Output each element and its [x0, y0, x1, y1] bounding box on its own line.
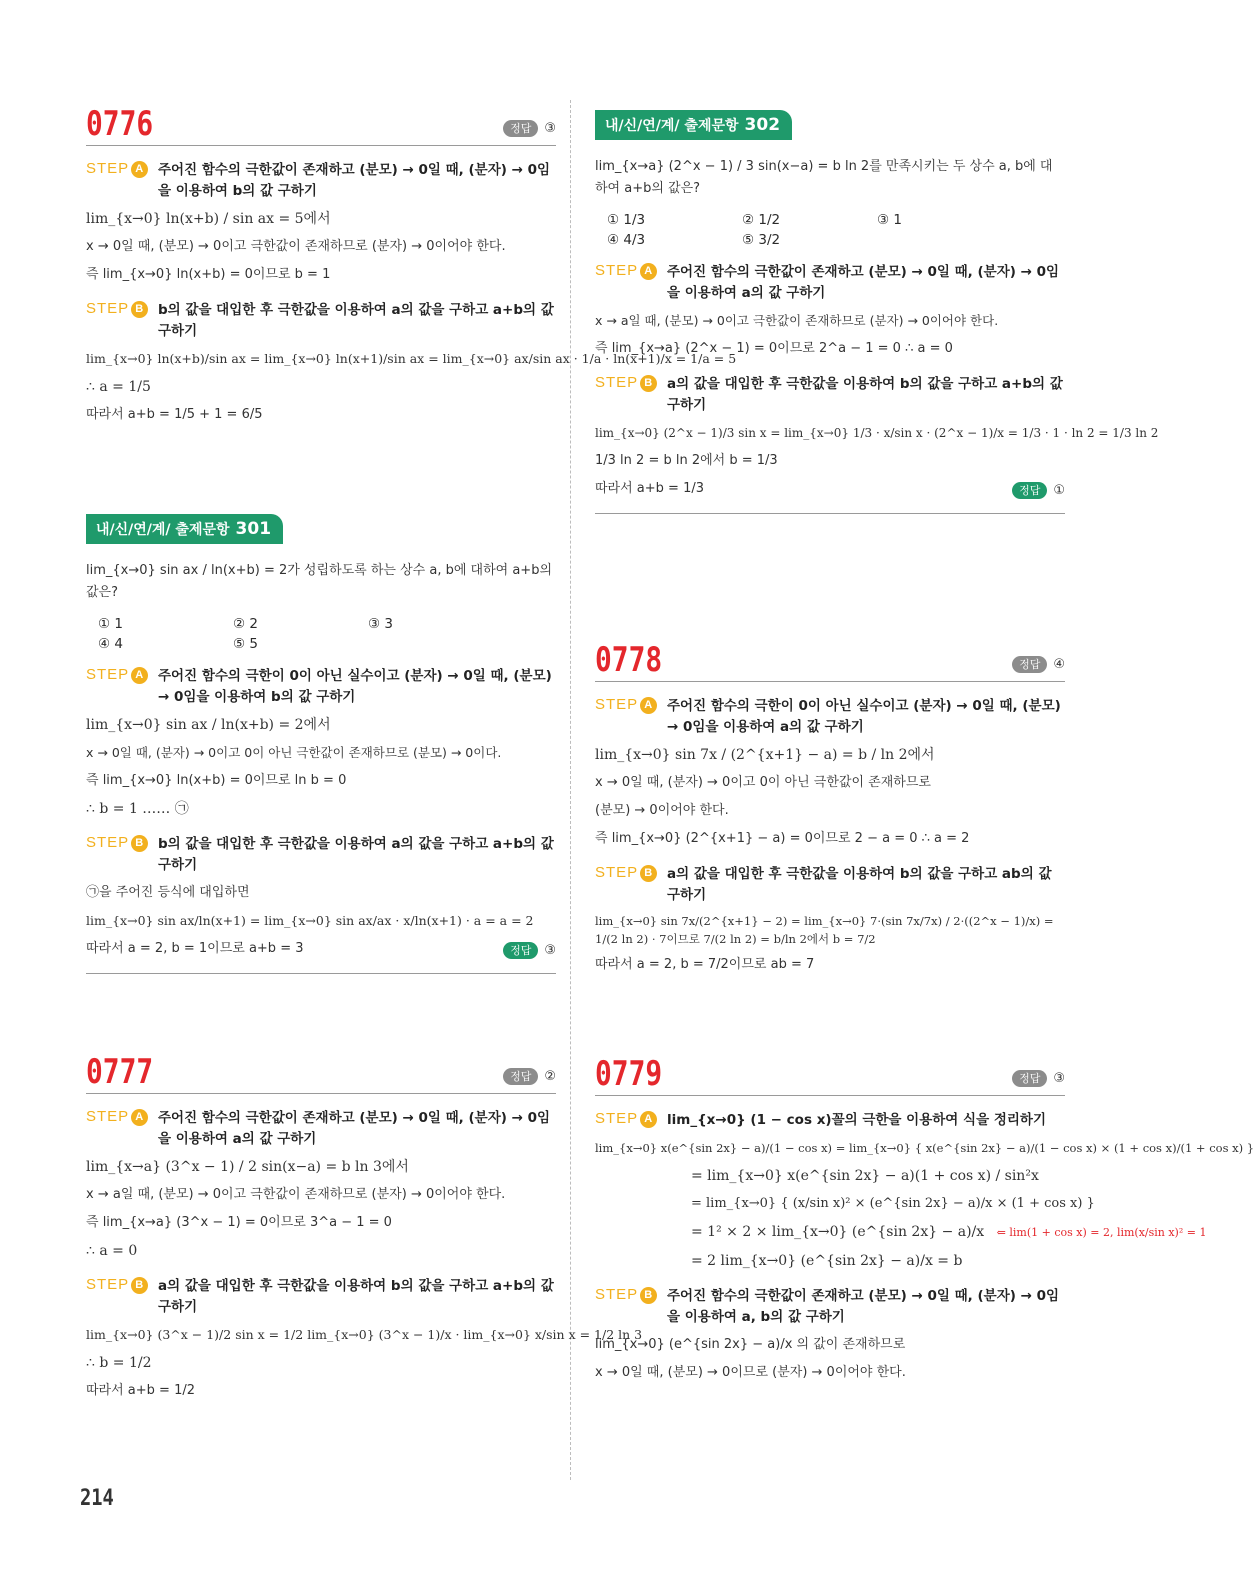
choice-2: ② 2 — [233, 616, 258, 632]
answer-value: ④ — [1053, 657, 1065, 672]
problem-0779 — [595, 1050, 1254, 1384]
solution-line: x → 0일 때, (분모) → 0이고 극한값이 존재하므로 (분자) → 0이어야 한다. — [86, 239, 506, 254]
step-b — [86, 300, 556, 342]
choice-1: ① 1 — [98, 616, 123, 632]
step-a — [86, 1108, 556, 1150]
solution-line: ∴ a = 0 — [86, 1243, 138, 1259]
step-a — [595, 696, 1065, 738]
solution-line: ㉠을 주어진 등식에 대입하면 — [86, 885, 250, 900]
answer-value: ① — [1053, 483, 1065, 498]
solution-line: (분모) → 0이어야 한다. — [595, 803, 729, 818]
step-badge-b: B — [640, 375, 657, 392]
choice-4: ④ 4 — [98, 636, 123, 652]
step-label: STEP B — [86, 834, 158, 876]
step-badge-a: A — [640, 697, 657, 714]
step-title: b의 값을 대입한 후 극한값을 이용하여 a의 값을 구하고 a+b의 값 구하기 — [158, 836, 554, 873]
solution-line: 즉 lim_{x→0} ln(x+b) = 0이므로 ln b = 0 — [86, 773, 347, 788]
step-badge-b: B — [131, 835, 148, 852]
solution-line: = 1² × 2 × lim_{x→0} (e^{sin 2x} − a)/x ⇐ lim(1 + cos x) = 2, lim(x/sin x)² = 1 — [691, 1224, 1207, 1240]
problem-header — [86, 100, 556, 146]
choice-3: ③ 1 — [877, 212, 902, 228]
solution-line: 따라서 a+b = 1/3 — [595, 481, 704, 496]
step-title: a의 값을 대입한 후 극한값을 이용하여 b의 값을 구하고 a+b의 값 구하기 — [158, 1278, 554, 1315]
answer-label: 정답 — [1012, 482, 1047, 499]
solution-line: 즉 lim_{x→0} (2^{x+1} − a) = 0이므로 2 − a = 0 ∴ a = 2 — [595, 831, 970, 846]
answer-label: 정답 — [1012, 1070, 1047, 1087]
column-divider — [570, 100, 571, 1480]
solution-line: lim_{x→a} (3^x − 1) / 2 sin(x−a) = b ln 3에서 — [86, 1159, 409, 1175]
problem-0778 — [595, 636, 1065, 976]
solution-line: lim_{x→0} (2^x − 1)/3 sin x = lim_{x→0} 1/3 · x/sin x · (2^x − 1)/x = 1/3 · 1 · ln 2 = 1/3 ln 2 — [595, 426, 1159, 440]
question-text: lim_{x→0} sin ax / ln(x+b) = 2가 성립하도록 하는 상수 a, b에 대하여 a+b의 값은? — [86, 563, 552, 600]
naesin-label: 내/신/연/계/ 출제문항 302 — [595, 110, 792, 140]
step-title: b의 값을 대입한 후 극한값을 이용하여 a의 값을 구하고 a+b의 값 구하기 — [158, 302, 554, 339]
hint-note: ⇐ lim(1 + cos x) = 2, lim(x/sin x)² = 1 — [996, 1226, 1207, 1239]
solution-line: 따라서 a = 2, b = 7/2이므로 ab = 7 — [595, 957, 815, 972]
solution-line: lim_{x→0} ln(x+b) / sin ax = 5에서 — [86, 211, 331, 227]
step-a — [595, 1110, 1065, 1131]
step-b — [595, 374, 1065, 416]
answer-tag — [1012, 1070, 1065, 1087]
answer-value: ③ — [1053, 1071, 1065, 1086]
solution-line: 따라서 a = 2, b = 1이므로 a+b = 3 — [86, 941, 304, 956]
step-badge-a: A — [131, 161, 148, 178]
step-label: STEP A — [595, 262, 667, 304]
choice-5: ⑤ 3/2 — [742, 232, 781, 248]
naesin-header — [86, 510, 556, 546]
solution-line: lim_{x→0} sin ax/ln(x+1) = lim_{x→0} sin ax/ax · x/ln(x+1) · a = a = 2 — [86, 913, 534, 928]
step-b — [86, 1276, 556, 1318]
solution-line: ∴ b = 1 …… ㉠ — [86, 801, 189, 817]
solution-line: lim_{x→0} x(e^{sin 2x} − a)/(1 − cos x) = lim_{x→0} { x(e^{sin 2x} − a)/(1 − cos x) × (1 + cos x)/(1 + cos x) } — [595, 1141, 1254, 1155]
naesin-number: 301 — [235, 519, 272, 539]
step-badge-a: A — [131, 667, 148, 684]
step-badge-b: B — [640, 1287, 657, 1304]
answer-label: 정답 — [503, 120, 538, 137]
solution-line: lim_{x→0} (e^{sin 2x} − a)/x 의 값이 존재하므로 — [595, 1337, 906, 1352]
solution-line: = lim_{x→0} { (x/sin x)² × (e^{sin 2x} − a)/x × (1 + cos x) } — [691, 1196, 1095, 1211]
question-text: lim_{x→a} (2^x − 1) / 3 sin(x−a) = b ln 2를 만족시키는 두 상수 a, b에 대하여 a+b의 값은? — [595, 159, 1053, 196]
section-end-rule — [86, 973, 556, 974]
problem-header — [595, 636, 1065, 682]
step-title: lim_{x→0} (1 − cos x)꼴의 극한을 이용하여 식을 정리하기 — [667, 1112, 1046, 1128]
problem-header — [86, 1048, 556, 1094]
step-label: STEP A — [86, 160, 158, 202]
step-title: 주어진 함수의 극한이 0이 아닌 실수이고 (분자) → 0일 때, (분모) → 0임을 이용하여 b의 값 구하기 — [158, 668, 552, 705]
step-title: a의 값을 대입한 후 극한값을 이용하여 b의 값을 구하고 a+b의 값 구하기 — [667, 376, 1063, 413]
solution-line: x → a일 때, (분모) → 0이고 극한값이 존재하므로 (분자) → 0이어야 한다. — [595, 313, 999, 328]
step-label: STEP A — [595, 696, 667, 738]
problem-number: 0779 — [595, 1054, 663, 1094]
step-label: STEP B — [595, 374, 667, 416]
naesin-number: 302 — [744, 115, 781, 135]
choice-2: ② 1/2 — [742, 212, 781, 228]
solution-line: ∴ a = 1/5 — [86, 379, 151, 395]
step-label: STEP A — [595, 1110, 667, 1131]
step-badge-b: B — [131, 1277, 148, 1294]
solution-line: 즉 lim_{x→a} (3^x − 1) = 0이므로 3^a − 1 = 0 — [86, 1215, 392, 1230]
step-title: a의 값을 대입한 후 극한값을 이용하여 b의 값을 구하고 ab의 값 구하기 — [667, 866, 1052, 903]
answer-tag — [503, 120, 556, 137]
solution-line: ∴ b = 1/2 — [86, 1355, 152, 1371]
problem-number: 0778 — [595, 640, 663, 680]
answer-label: 정답 — [503, 1068, 538, 1085]
choice-list — [595, 212, 1065, 248]
step-label: STEP A — [86, 666, 158, 708]
answer-label: 정답 — [1012, 656, 1047, 673]
step-label: STEP A — [86, 1108, 158, 1150]
choice-4: ④ 4/3 — [607, 232, 646, 248]
solution-line: lim_{x→0} sin 7x / (2^{x+1} − a) = b / ln 2에서 — [595, 747, 935, 763]
solution-line: 즉 lim_{x→0} ln(x+b) = 0이므로 b = 1 — [86, 267, 331, 282]
solution-line: 따라서 a+b = 1/2 — [86, 1383, 195, 1398]
step-badge-b: B — [131, 301, 148, 318]
choice-list — [86, 616, 556, 652]
answer-tag — [1012, 656, 1065, 673]
step-title: 주어진 함수의 극한값이 존재하고 (분모) → 0일 때, (분자) → 0임을 이용하여 a, b의 값 구하기 — [667, 1288, 1060, 1325]
solution-line: x → 0일 때, (분자) → 0이고 0이 아닌 극한값이 존재하므로 (분모) → 0이다. — [86, 745, 502, 760]
choice-1: ① 1/3 — [607, 212, 646, 228]
answer-label: 정답 — [503, 942, 538, 959]
solution-line: x → 0일 때, (분모) → 0이므로 (분자) → 0이어야 한다. — [595, 1365, 906, 1380]
step-badge-a: A — [131, 1109, 148, 1126]
step-b — [595, 864, 1065, 906]
solution-line: x → 0일 때, (분자) → 0이고 0이 아닌 극한값이 존재하므로 — [595, 775, 931, 790]
naesin-302 — [595, 106, 1159, 514]
solution-line: lim_{x→0} ln(x+b)/sin ax = lim_{x→0} ln(x+1)/sin ax = lim_{x→0} ax/sin ax · 1/a · ln(x+1)/x = 1/a = 5 — [86, 351, 737, 366]
problem-header — [595, 1050, 1065, 1096]
step-title: 주어진 함수의 극한값이 존재하고 (분모) → 0일 때, (분자) → 0임을 이용하여 a의 값 구하기 — [667, 264, 1060, 301]
answer-value: ② — [544, 1069, 556, 1084]
step-label: STEP B — [86, 1276, 158, 1318]
answer-value: ③ — [544, 121, 556, 136]
solution-line: = lim_{x→0} x(e^{sin 2x} − a)(1 + cos x) / sin²x — [691, 1168, 1039, 1184]
step-title: 주어진 함수의 극한값이 존재하고 (분모) → 0일 때, (분자) → 0임을 이용하여 b의 값 구하기 — [158, 162, 551, 199]
step-badge-a: A — [640, 1111, 657, 1128]
solution-line: = 2 lim_{x→0} (e^{sin 2x} − a)/x = b — [691, 1253, 963, 1269]
step-title: 주어진 함수의 극한이 0이 아닌 실수이고 (분자) → 0일 때, (분모) → 0임을 이용하여 a의 값 구하기 — [667, 698, 1061, 735]
step-badge-a: A — [640, 263, 657, 280]
naesin-label: 내/신/연/계/ 출제문항 301 — [86, 514, 283, 544]
choice-5: ⑤ 5 — [233, 636, 258, 652]
answer-value: ③ — [544, 943, 556, 958]
naesin-header — [595, 106, 1065, 142]
step-label: STEP B — [86, 300, 158, 342]
solution-line: lim_{x→0} sin 7x/(2^{x+1} − 2) = lim_{x→0} 7·(sin 7x/7x) / 2·((2^x − 1)/x) = 1/(2 ln 2) · 7이므로 7/(2 ln 2) = b/ln 2에서 b = 7/2 — [595, 914, 1054, 946]
problem-number: 0777 — [86, 1052, 154, 1092]
problem-number: 0776 — [86, 104, 154, 144]
step-label: STEP B — [595, 864, 667, 906]
solution-line: x → a일 때, (분모) → 0이고 극한값이 존재하므로 (분자) → 0이어야 한다. — [86, 1187, 506, 1202]
step-b — [86, 834, 556, 876]
step-badge-b: B — [640, 865, 657, 882]
answer-tag — [503, 1068, 556, 1085]
page-number: 214 — [80, 1486, 114, 1511]
step-label: STEP B — [595, 1286, 667, 1328]
solution-line: 따라서 a+b = 1/5 + 1 = 6/5 — [86, 407, 263, 422]
choice-3: ③ 3 — [368, 616, 393, 632]
step-a — [86, 160, 556, 202]
step-a — [86, 666, 556, 708]
section-end-rule — [595, 513, 1065, 514]
solution-line: lim_{x→0} (3^x − 1)/2 sin x = 1/2 lim_{x→0} (3^x − 1)/x · lim_{x→0} x/sin x = 1/2 ln 3 — [86, 1327, 643, 1342]
solution-line: 1/3 ln 2 = b ln 2에서 b = 1/3 — [595, 453, 778, 468]
solution-line: lim_{x→0} sin ax / ln(x+b) = 2에서 — [86, 717, 331, 733]
step-b — [595, 1286, 1065, 1328]
naesin-301 — [86, 510, 556, 974]
step-a — [595, 262, 1065, 304]
solution-line: 즉 lim_{x→a} (2^x − 1) = 0이므로 2^a − 1 = 0 ∴ a = 0 — [595, 341, 953, 356]
step-title: 주어진 함수의 극한값이 존재하고 (분모) → 0일 때, (분자) → 0임을 이용하여 a의 값 구하기 — [158, 1110, 551, 1147]
